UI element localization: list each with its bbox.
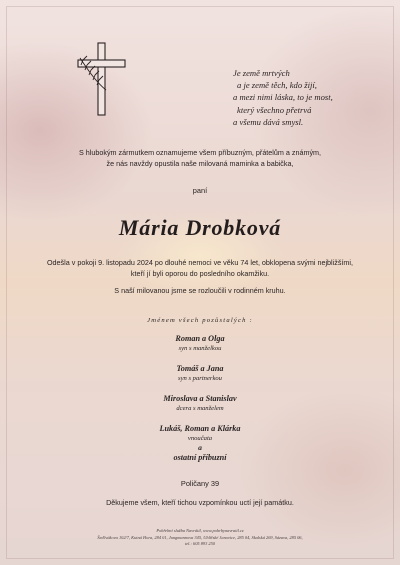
poem-line: a je země těch, kdo žijí, [237,80,317,91]
mourner-names: Roman a Olga [175,334,225,343]
poem-line: a všemu dává smysl. [233,116,304,127]
mourner-relation: dcera s manželem [176,405,224,412]
grandchildren-group [0,424,400,463]
mourner-group [0,364,400,394]
address: Poličany 39 [180,479,220,488]
footer-line: Pohřební služba Navrátil, www.pohrbynavratil.cz [156,528,244,533]
footer-line: tel.: 605 893 250 [185,541,215,547]
mourner-relation: syn s manželkou [178,345,222,352]
conjunction: a [198,443,202,452]
intro-line: S hlubokým zármutkem oznamujeme všem příbuzným, přátelům a známým, [78,148,322,157]
poem [233,67,398,128]
grandchildren-names: Lukáš, Roman a Klárka [159,424,241,433]
death-line: Odešla v pokoji 9. listopadu 2024 po dlouhé nemoci ve věku 74 let, obklopena svými nejbližšími, [46,258,354,267]
poem-line: Je země mrtvých [233,68,290,78]
footer-line: Šeďivákova 102/7, Kutná Hora, 284 01, Jungmannova 345, Uhlířské Janovice, 285 04, Skalská 269, Sázava, 285 06, [97,534,303,540]
funeral-service-footer [0,528,400,548]
poem-line: a mezi nimi láska, to je most, [233,92,333,103]
announcement-intro [0,147,400,169]
mourner-group [0,334,400,364]
deceased-name: Mária Drobková [118,215,282,240]
cross-icon [74,40,130,118]
honorific: paní [192,186,208,195]
mourner-names: Tomáš a Jana [176,364,224,373]
intro-line: že nás navždy opustila naše milovaná maminka a babička, [106,159,294,168]
death-line: kteří jí byli oporou do posledního okamžiku. [130,269,270,278]
thanks-text: Děkujeme všem, kteří tichou vzpomínkou uctí její památku. [106,498,294,507]
mourner-relation: syn s partnerkou [178,375,222,382]
death-notice [0,257,400,279]
other-relatives: ostatní příbuzní [173,453,227,462]
grandchildren-relation: vnoučata [187,435,213,442]
mourner-names: Miroslava a Stanislav [163,394,237,403]
mourners-heading: Jménem všech pozůstalých : [147,317,253,324]
mourner-group [0,394,400,424]
farewell-text: S naší milovanou jsme se rozloučili v rodinném kruhu. [114,286,286,295]
mourners-list [0,334,400,463]
poem-line: který všechno přetrvá [237,104,312,115]
